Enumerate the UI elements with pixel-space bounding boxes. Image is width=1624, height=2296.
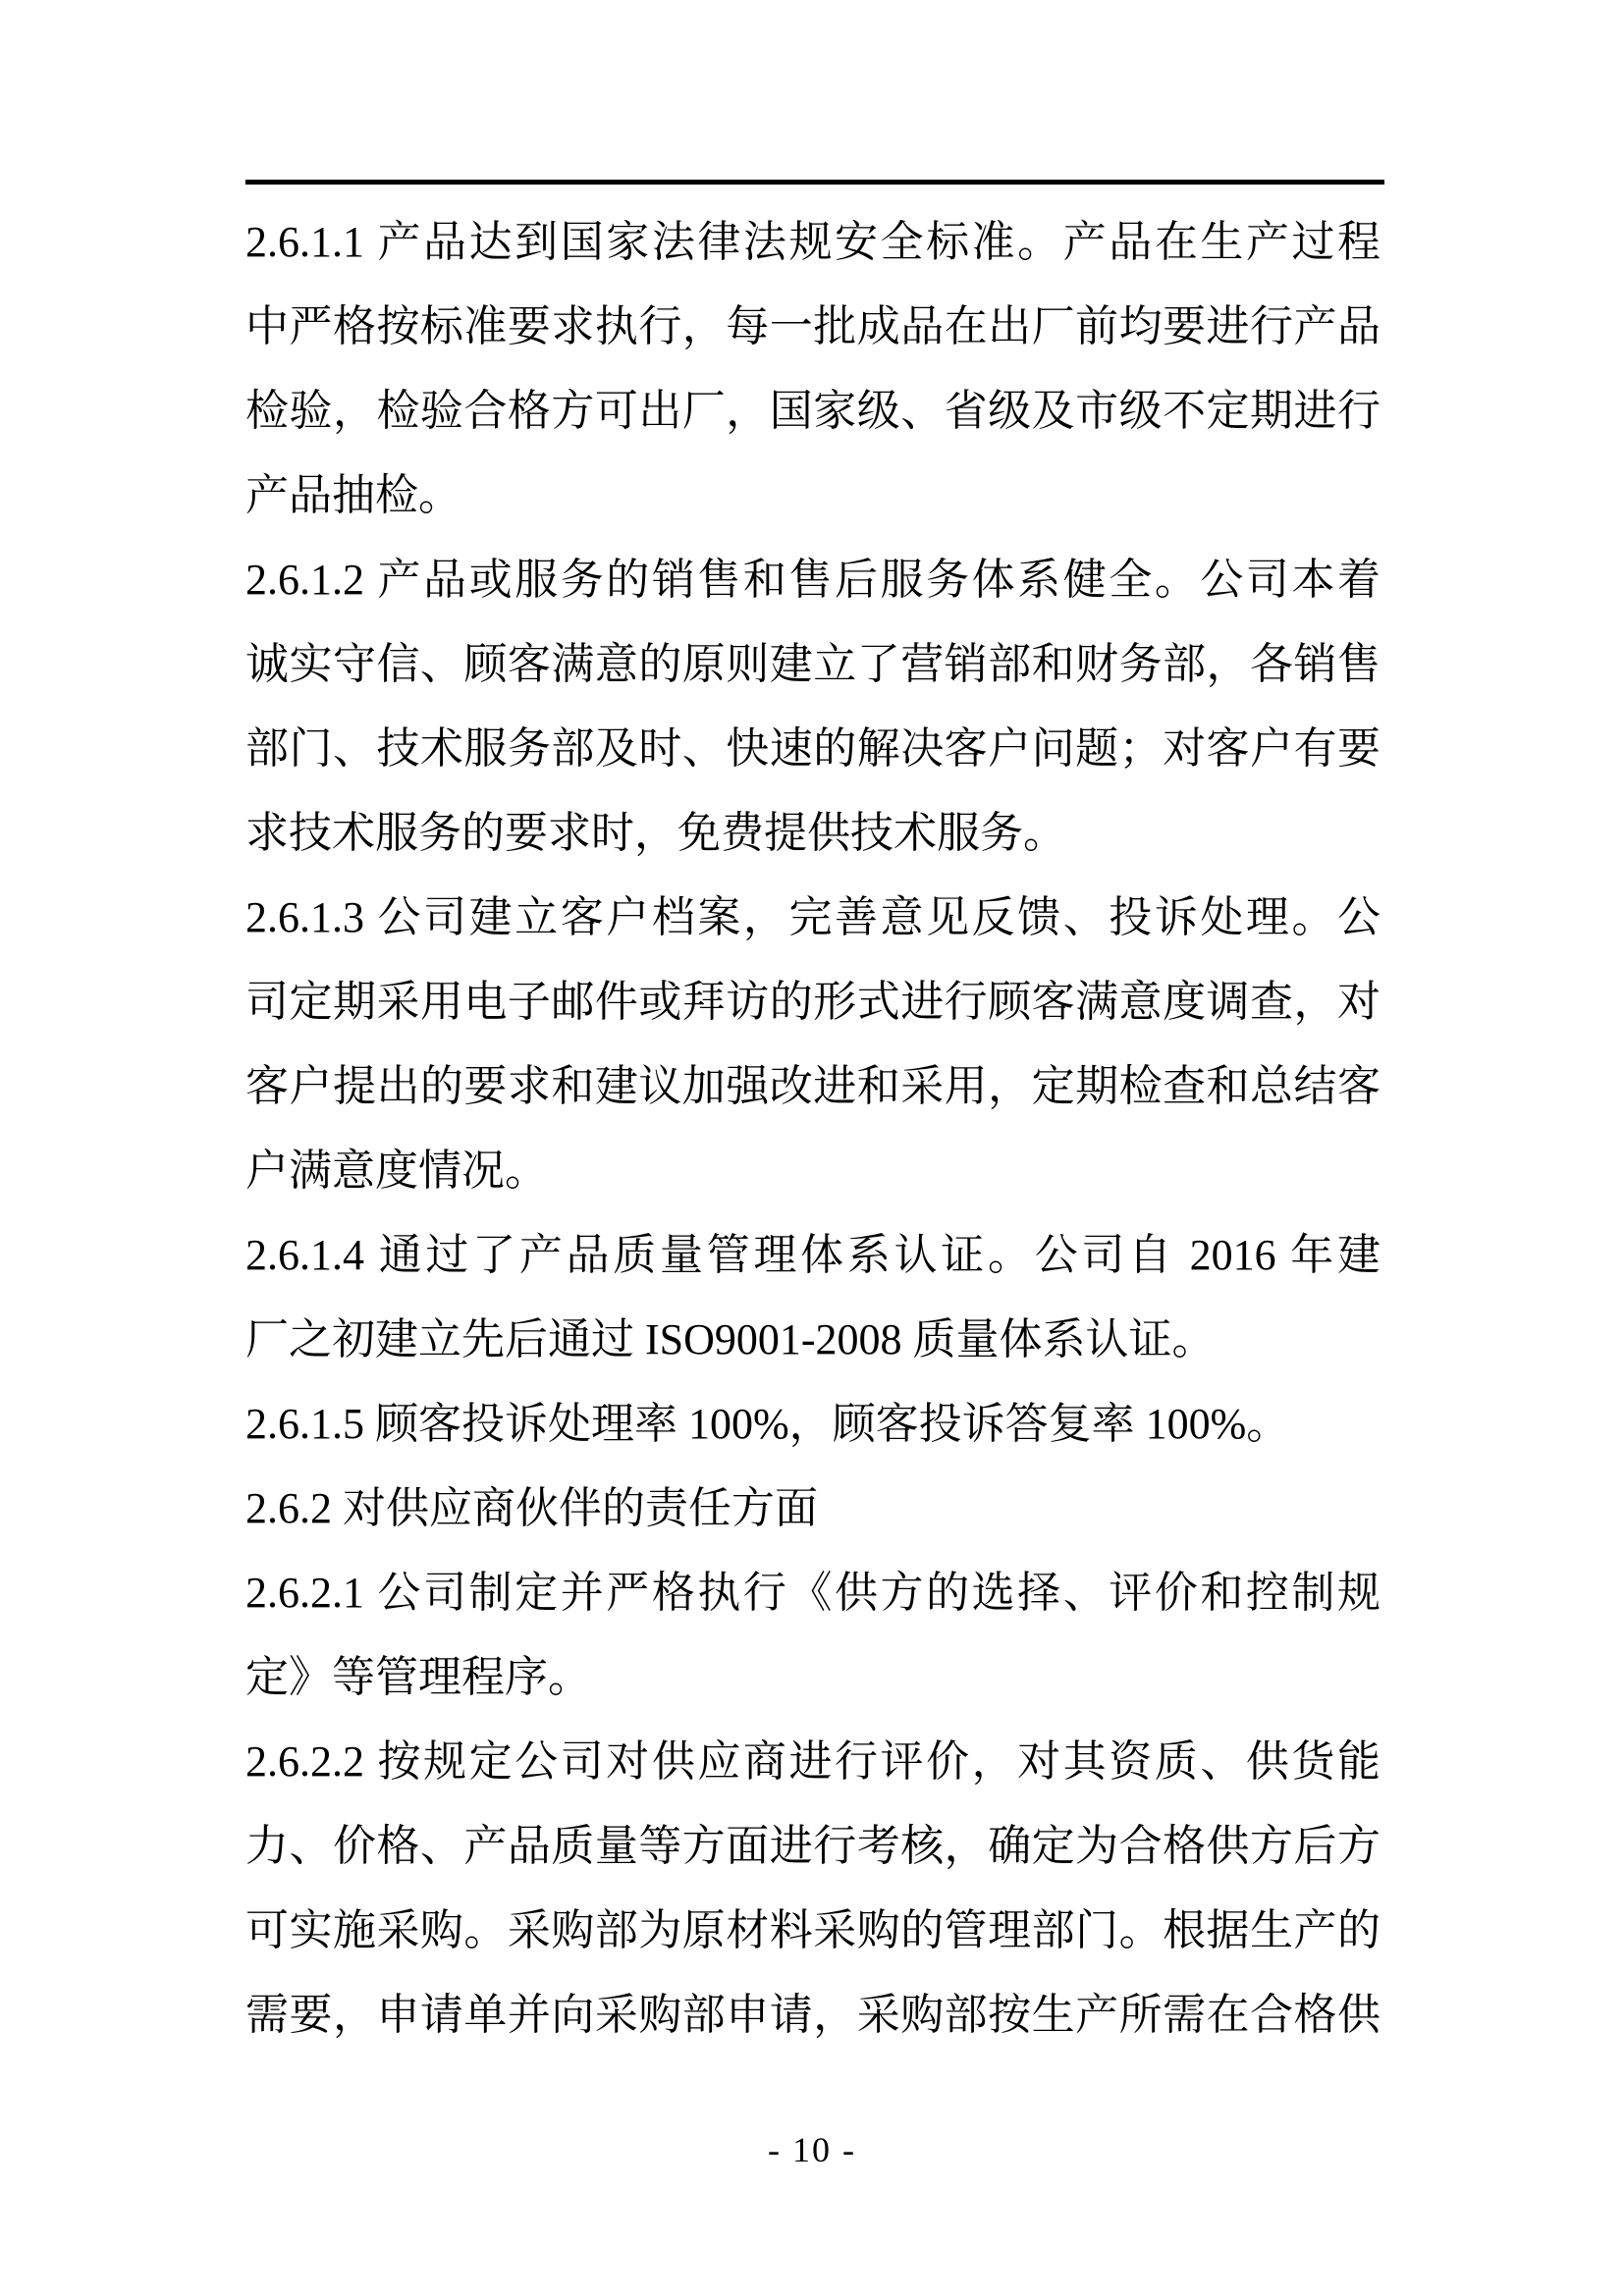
header-divider xyxy=(245,180,1384,185)
body-text xyxy=(245,200,1380,2057)
text-line: 2.6.2.2 按规定公司对供应商进行评价，对其资质、供货能 xyxy=(245,1737,1380,1786)
text-line: 2.6.1.2 产品或服务的销售和售后服务体系健全。公司本着 xyxy=(245,556,1380,604)
text-line: 2.6.1.5 顾客投诉处理率 100%，顾客投诉答复率 100%。 xyxy=(245,1400,1290,1448)
text-line: 客户提出的要求和建议加强改进和采用，定期检查和总结客 xyxy=(245,1062,1380,1110)
text-line: 产品抽检。 xyxy=(245,471,461,519)
text-line: 中严格按标准要求执行，每一批成品在出厂前均要进行产品 xyxy=(245,302,1380,350)
text-line: 厂之初建立先后通过 ISO9001-2008 质量体系认证。 xyxy=(245,1315,1216,1363)
page-number: - 10 - xyxy=(768,2130,856,2169)
text-line: 2.6.1.4 通过了产品质量管理体系认证。公司自 2016 年建 xyxy=(245,1231,1380,1279)
text-line: 司定期采用电子邮件或拜访的形式进行顾客满意度调查，对 xyxy=(245,978,1380,1026)
text-line: 求技术服务的要求时，免费提供技术服务。 xyxy=(245,809,1066,857)
text-line: 需要，申请单并向采购部申请，采购部按生产所需在合格供 xyxy=(245,1991,1380,2039)
text-line: 户满意度情况。 xyxy=(245,1147,548,1195)
text-line: 定》等管理程序。 xyxy=(245,1653,591,1701)
text-line: 部门、技术服务部及时、快速的解决客户问题；对客户有要 xyxy=(245,724,1380,773)
text-line: 2.6.2 对供应商伙伴的责任方面 xyxy=(245,1484,818,1532)
text-line: 2.6.2.1 公司制定并严格执行《供方的选择、评价和控制规 xyxy=(245,1569,1380,1617)
text-line: 诚实守信、顾客满意的原则建立了营销部和财务部，各销售 xyxy=(245,640,1380,688)
text-line: 力、价格、产品质量等方面进行考核，确定为合格供方后方 xyxy=(245,1822,1380,1870)
text-line: 2.6.1.1 产品达到国家法律法规安全标准。产品在生产过程 xyxy=(245,218,1380,266)
text-line: 检验，检验合格方可出厂，国家级、省级及市级不定期进行 xyxy=(245,387,1380,435)
text-line: 可实施采购。采购部为原材料采购的管理部门。根据生产的 xyxy=(245,1906,1380,1954)
text-line: 2.6.1.3 公司建立客户档案，完善意见反馈、投诉处理。公 xyxy=(245,893,1380,941)
